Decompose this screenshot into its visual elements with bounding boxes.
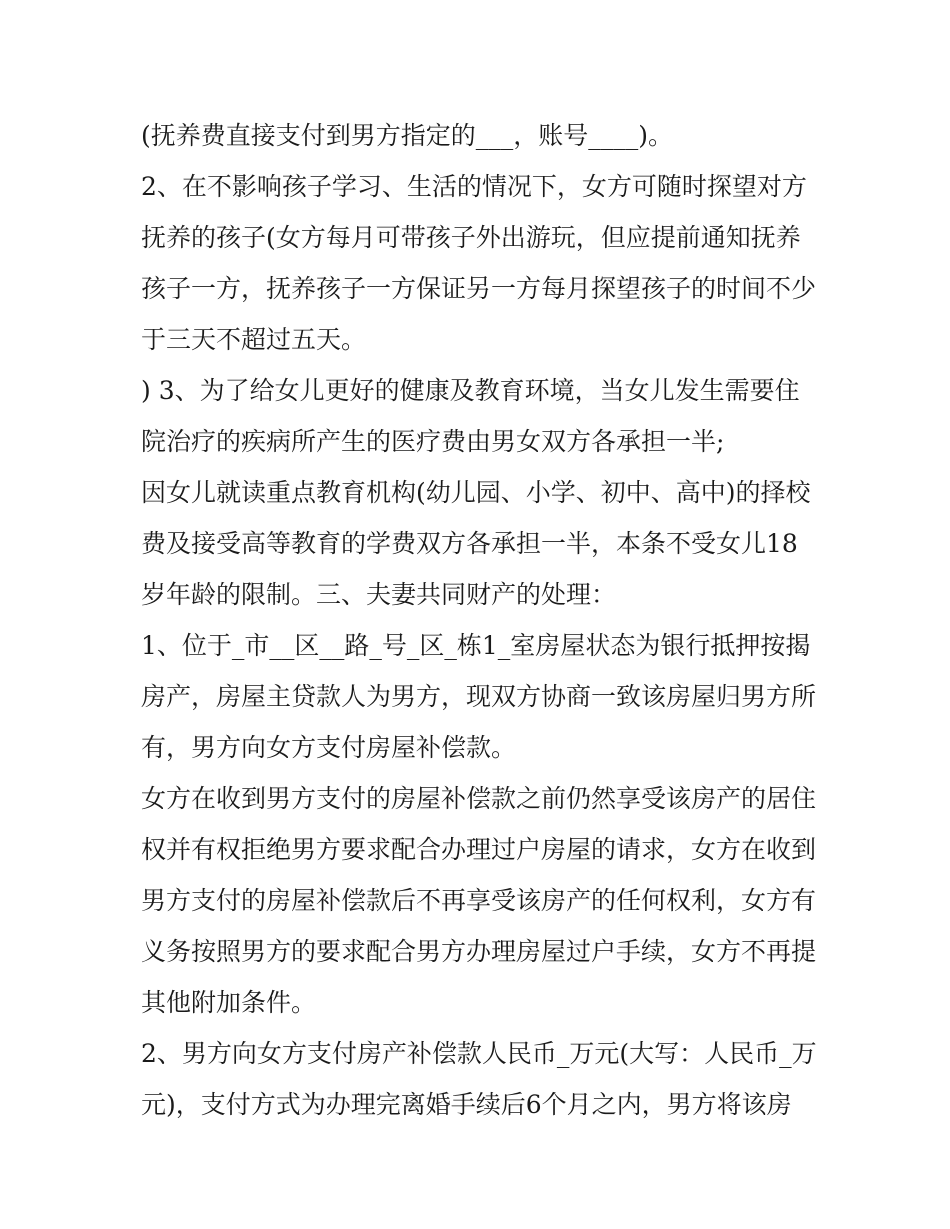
text-line: 男方支付的房屋补偿款后不再享受该房产的任何权利，女方有 bbox=[141, 886, 817, 915]
text-line: 女方在收到男方支付的房屋补偿款之前仍然享受该房产的居住 bbox=[141, 784, 817, 813]
text-line: 元)，支付方式为办理完离婚手续后6个月之内，男方将该房 bbox=[141, 1090, 792, 1119]
document-body bbox=[141, 110, 821, 1130]
text-line: 费及接受高等教育的学费双方各承担一半，本条不受女儿18 bbox=[141, 529, 798, 558]
text-line: 义务按照男方的要求配合男方办理房屋过户手续，女方不再提 bbox=[141, 937, 817, 966]
text-line: 2、男方向女方支付房产补偿款人民币_万元(大写：人民币_万 bbox=[141, 1039, 817, 1068]
text-line: 1、位于_市__区__路_号_区_栋1_室房屋状态为银行抵押按揭 bbox=[141, 631, 811, 660]
text-line: ) 3、为了给女儿更好的健康及教育环境，当女儿发生需要住 bbox=[141, 376, 800, 405]
text-line: 2、在不影响孩子学习、生活的情况下，女方可随时探望对方 bbox=[141, 172, 807, 201]
text-line: 孩子一方，抚养孩子一方保证另一方每月探望孩子的时间不少 bbox=[141, 274, 817, 303]
text-line: 有，男方向女方支付房屋补偿款。 bbox=[141, 733, 517, 762]
text-line: 院治疗的疾病所产生的医疗费由男女双方各承担一半; bbox=[141, 427, 725, 456]
text-line: 权并有权拒绝男方要求配合办理过户房屋的请求，女方在收到 bbox=[141, 835, 817, 864]
text-line: 抚养的孩子(女方每月可带孩子外出游玩，但应提前通知抚养 bbox=[141, 223, 801, 252]
text-line: 于三天不超过五天。 bbox=[141, 325, 367, 354]
text-line: 房产，房屋主贷款人为男方，现双方协商一致该房屋归男方所 bbox=[141, 682, 817, 711]
text-line: 因女儿就读重点教育机构(幼儿园、小学、初中、高中)的择校 bbox=[141, 478, 811, 507]
text-line: 岁年龄的限制。三、夫妻共同财产的处理： bbox=[141, 580, 617, 609]
text-line: (抚养费直接支付到男方指定的___，账号____)。 bbox=[141, 121, 674, 150]
text-line: 其他附加条件。 bbox=[141, 988, 317, 1017]
